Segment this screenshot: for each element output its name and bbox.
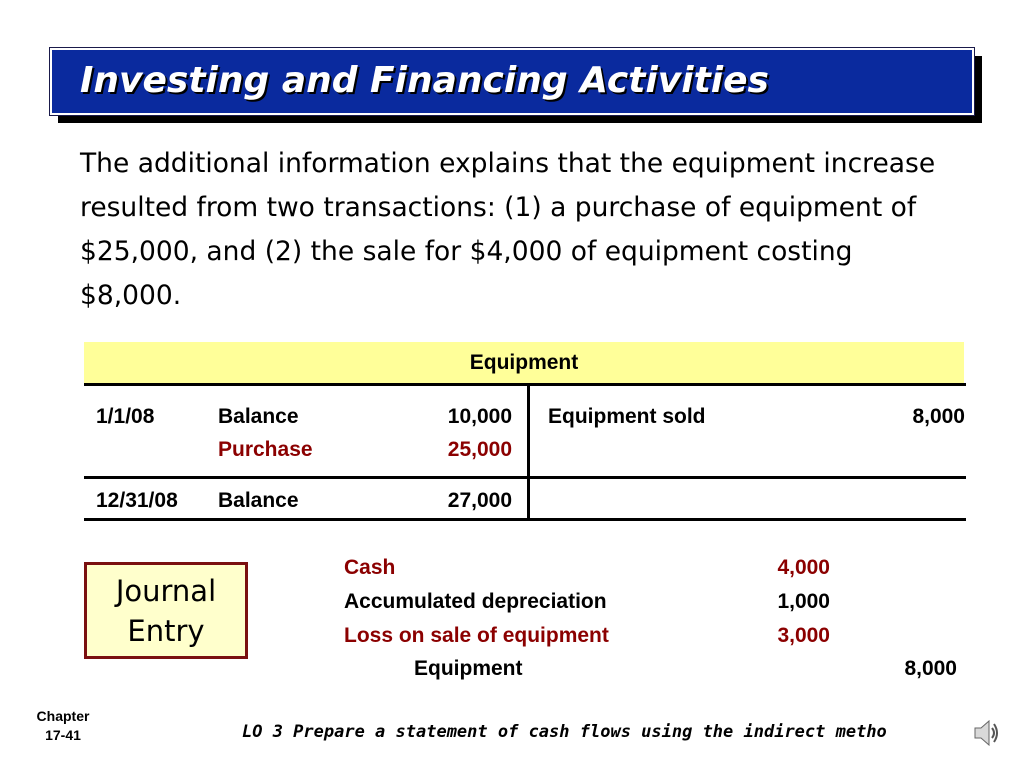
intro-paragraph: The additional information explains that the equipment increase resulted from two transactions: (1) a purchase of equipment of $25,000, and (2) the sale for $4,000 of equipment costing $8,000. bbox=[80, 148, 936, 311]
ending-balance-label: Balance bbox=[218, 489, 299, 512]
chapter-label-block bbox=[30, 707, 96, 745]
je-debit: 1,000 bbox=[777, 590, 830, 613]
t-account-top-rule bbox=[84, 383, 966, 386]
t-account-total-rule bbox=[84, 476, 966, 479]
chapter-label: Chapter bbox=[36, 708, 90, 724]
learning-objective: LO 3 Prepare a statement of cash flows using the indirect metho bbox=[242, 722, 887, 742]
debit-row-amount: 10,000 bbox=[447, 405, 512, 428]
je-account: Cash bbox=[344, 556, 396, 579]
je-account: Accumulated depreciation bbox=[344, 590, 607, 613]
journal-entry-label-line1: Journal bbox=[115, 574, 217, 608]
speaker-icon[interactable] bbox=[972, 716, 1000, 750]
ending-balance-date: 12/31/08 bbox=[96, 489, 178, 512]
credit-row-label: Equipment sold bbox=[548, 405, 706, 428]
credit-row-amount: 8,000 bbox=[912, 405, 965, 428]
t-account-title: Equipment bbox=[84, 342, 964, 384]
debit-row-amount: 25,000 bbox=[447, 438, 512, 461]
debit-row-label: Balance bbox=[218, 405, 299, 428]
slide-title: Investing and Financing Activities bbox=[80, 60, 769, 101]
t-account-bottom-rule bbox=[84, 518, 966, 521]
debit-row-label: Purchase bbox=[218, 438, 313, 461]
je-debit: 4,000 bbox=[777, 556, 830, 579]
debit-row-date: 1/1/08 bbox=[96, 405, 155, 428]
je-account: Loss on sale of equipment bbox=[344, 624, 609, 647]
journal-entry-label-line2: Entry bbox=[127, 614, 205, 648]
je-debit: 3,000 bbox=[777, 624, 830, 647]
je-credit: 8,000 bbox=[904, 657, 957, 680]
je-account: Equipment bbox=[414, 657, 523, 680]
t-account-center-rule bbox=[527, 384, 530, 520]
title-banner bbox=[50, 48, 974, 115]
chapter-number: 17-41 bbox=[45, 727, 81, 743]
journal-entry-label-box bbox=[84, 562, 248, 659]
ending-balance-amount: 27,000 bbox=[447, 489, 512, 512]
